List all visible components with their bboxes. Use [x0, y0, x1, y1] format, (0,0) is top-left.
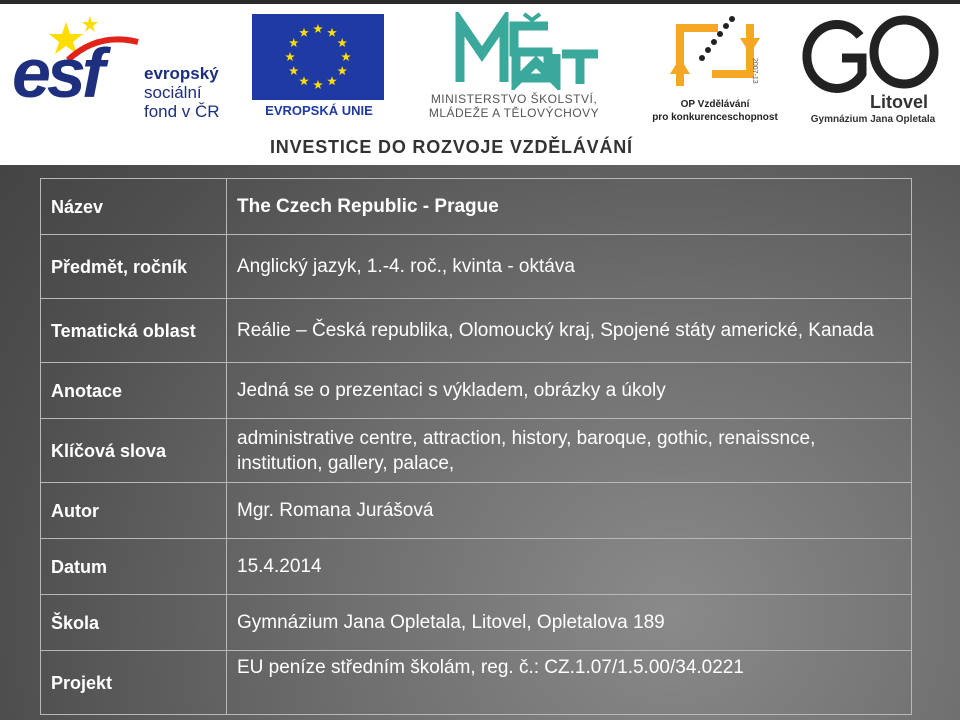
eu-star-icon [289, 38, 299, 47]
logo-banner [0, 4, 960, 165]
row-label: Název [41, 179, 227, 235]
row-value: Jedná se o prezentaci s výkladem, obrázky a úkoly [227, 363, 912, 419]
eu-logo [250, 14, 388, 124]
row-label: Projekt [41, 651, 227, 715]
row-value: 15.4.2014 [227, 539, 912, 595]
esf-text [144, 64, 220, 121]
row-value: Reálie – Česká republika, Olomoucký kraj, Spojené státy americké, Kanada [227, 299, 912, 363]
row-value: Mgr. Romana Jurášová [227, 483, 912, 539]
table-row [41, 299, 912, 363]
row-label: Tematická oblast [41, 299, 227, 363]
row-label: Autor [41, 483, 227, 539]
row-label: Datum [41, 539, 227, 595]
row-value: The Czech Republic - Prague [227, 179, 912, 235]
eu-star-icon [299, 76, 309, 85]
eu-star-icon [327, 76, 337, 85]
op-text-line: pro konkurenceschopnost [652, 112, 778, 123]
row-value: Anglický jazyk, 1.-4. roč., kvinta - oktáva [227, 235, 912, 299]
metadata-table [40, 178, 912, 715]
msmt-monogram-icon [398, 12, 630, 90]
op-logo [640, 14, 790, 129]
esf-text-line: fond v ČR [144, 102, 220, 121]
row-value: Gymnázium Jana Opletala, Litovel, Opletalova 189 [227, 595, 912, 651]
table-row [41, 595, 912, 651]
go-gymnazium-logo [798, 14, 948, 129]
row-label: Klíčová slova [41, 419, 227, 483]
op-text [640, 98, 790, 124]
investice-heading: INVESTICE DO ROZVOJE VZDĚLÁVÁNÍ [270, 137, 633, 157]
msmt-logo [398, 12, 630, 127]
go-monogram-icon [798, 14, 948, 96]
eu-star-icon [327, 28, 337, 37]
table-row [41, 363, 912, 419]
esf-text-line: sociální [144, 83, 202, 102]
row-label: Škola [41, 595, 227, 651]
eu-star-icon [289, 66, 299, 75]
table-row [41, 651, 912, 715]
esf-logo [8, 12, 240, 132]
row-label: Anotace [41, 363, 227, 419]
msmt-text [398, 92, 630, 120]
eu-star-icon [338, 66, 348, 75]
op-arrows-icon [640, 14, 790, 96]
msmt-text-line: MLÁDEŽE A TĚLOVÝCHOVY [428, 106, 600, 120]
eu-flag-icon [252, 14, 384, 100]
table-row [41, 235, 912, 299]
table-row [41, 179, 912, 235]
row-label: Předmět, ročník [41, 235, 227, 299]
eu-label: EVROPSKÁ UNIE [265, 103, 373, 118]
table-row [41, 539, 912, 595]
row-value: administrative centre, attraction, history, baroque, gothic, renaissnce, institution, gallery, palace, [227, 419, 912, 483]
go-subtitle: Gymnázium Jana Opletala [810, 114, 936, 125]
go-litovel: Litovel [870, 92, 929, 112]
eu-star-icon [285, 52, 295, 61]
table-row [41, 419, 912, 483]
eu-star-icon [341, 52, 351, 61]
msmt-text-line: MINISTERSTVO ŠKOLSTVÍ, [430, 92, 598, 106]
eu-star-icon [338, 38, 348, 47]
row-value: EU peníze středním školám, reg. č.: CZ.1.07/1.5.00/34.0221 [227, 651, 912, 715]
esf-wordmark: esf [12, 34, 102, 112]
table-row [41, 483, 912, 539]
esf-text-line: evropský [144, 64, 219, 83]
eu-star-icon [313, 24, 323, 33]
eu-star-icon [299, 28, 309, 37]
op-years: 2007-13 [751, 58, 758, 84]
op-text-line: OP Vzdělávání [680, 99, 750, 110]
eu-star-icon [313, 80, 323, 89]
